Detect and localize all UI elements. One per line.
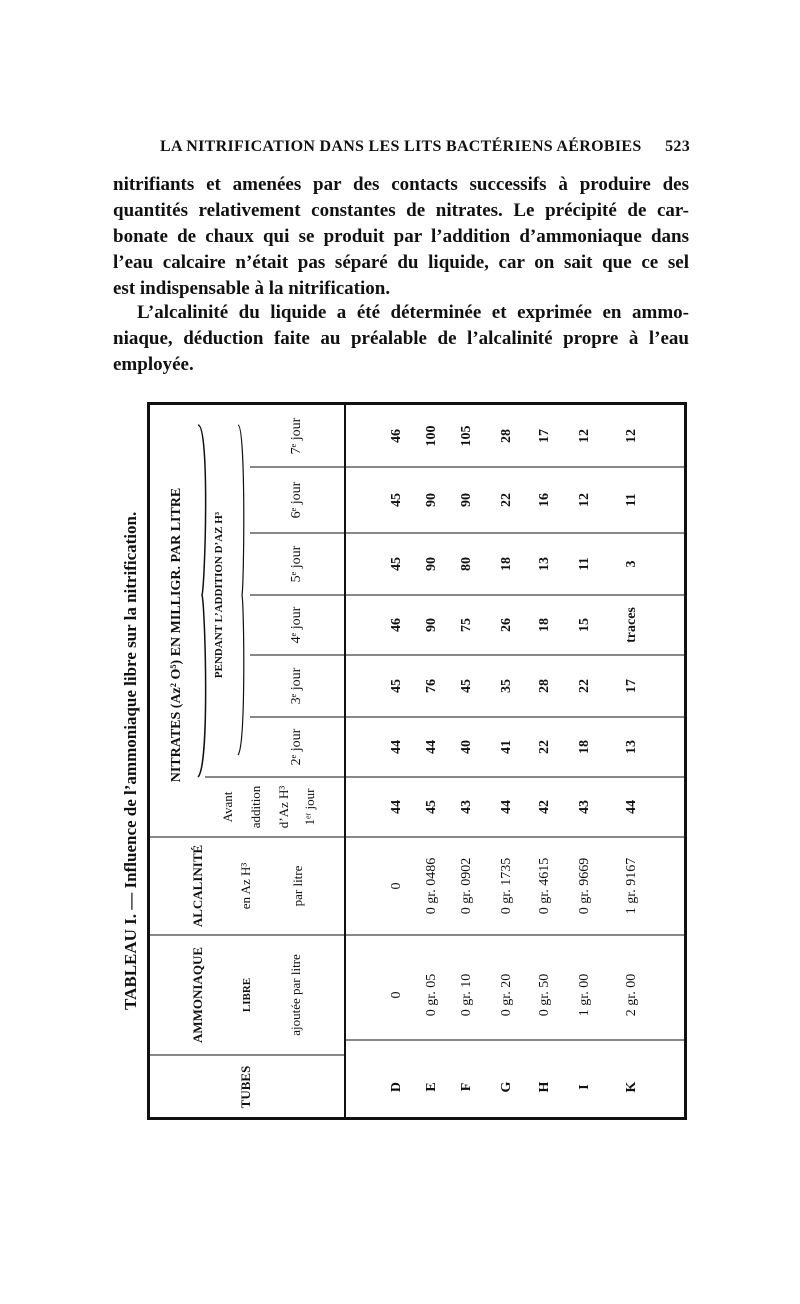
- header-ajoutee: ajoutée par litre: [288, 954, 303, 1036]
- table-cell-ammoniaque: 0 gr. 10: [459, 973, 474, 1017]
- table-cell-nitrate: 75: [459, 618, 474, 632]
- table-cell-nitrate: 11: [624, 493, 639, 507]
- nitrification-table: [150, 405, 684, 1117]
- table-cell-nitrate: 44: [389, 740, 404, 754]
- table-cell-tube: G: [499, 1081, 514, 1093]
- text-line: employée.: [113, 354, 194, 375]
- text-line: est indispensable à la nitrification.: [113, 278, 391, 299]
- table-cell-ammoniaque: 0: [389, 991, 404, 999]
- table-cell-ammoniaque: 0 gr. 20: [499, 973, 514, 1017]
- table-cell-nitrate: 18: [537, 618, 552, 632]
- text-line: quantités relativement constantes de nitrates. Le précipité de car-: [113, 200, 689, 221]
- header-title: LA NITRIFICATION DANS LES LITS BACTÉRIENS AÉROBIES: [160, 138, 642, 155]
- table-cell-nitrate: traces: [624, 607, 639, 643]
- table-cell-nitrate: 22: [499, 493, 514, 507]
- table-cell-nitrate: 13: [624, 740, 639, 754]
- header-avant: Avant: [220, 791, 235, 823]
- table-cell-nitrate: 28: [499, 429, 514, 443]
- header-avant: d’Az H³: [276, 785, 291, 829]
- table-cell-nitrate: 18: [577, 740, 592, 754]
- header-libre: LIBRE: [241, 977, 253, 1013]
- header-ammoniaque: AMMONIAQUE: [190, 946, 205, 1044]
- table-cell-nitrate: 90: [424, 493, 439, 507]
- table-cell-nitrate: 45: [459, 679, 474, 693]
- table-cell-nitrate: 28: [537, 679, 552, 693]
- page-number: 523: [665, 138, 690, 155]
- table-cell-alcalinite: 1 gr. 9167: [624, 857, 639, 915]
- table-cell-alcalinite: 0: [389, 882, 404, 890]
- table-cell-nitrate: 40: [459, 740, 474, 754]
- table-cell-nitrate: 44: [424, 740, 439, 754]
- table-cell-nitrate: 12: [577, 493, 592, 507]
- table-cell-nitrate: 90: [424, 557, 439, 571]
- table-caption-svg: [108, 510, 148, 1130]
- table-cell-nitrate: 46: [389, 429, 404, 443]
- table-cell-tube: E: [424, 1082, 439, 1092]
- table-cell-nitrate: 90: [424, 618, 439, 632]
- table-cell-nitrate: 44: [499, 800, 514, 814]
- running-header: [160, 138, 690, 156]
- header-day: 3ᵉ jour: [289, 667, 304, 705]
- table-cell-ammoniaque: 2 gr. 00: [624, 973, 639, 1017]
- table-cell-nitrate: 13: [537, 557, 552, 571]
- table-cell-nitrate: 12: [624, 429, 639, 443]
- table-cell-nitrate: 43: [459, 800, 474, 814]
- table-cell-nitrate: 44: [624, 800, 639, 814]
- paragraph-1: [113, 172, 689, 302]
- table-cell-nitrate: 3: [624, 560, 639, 568]
- table-cell-alcalinite: 0 gr. 0902: [459, 857, 474, 915]
- table-cell-nitrate: 45: [389, 679, 404, 693]
- table-cell-tube: D: [389, 1081, 404, 1093]
- table-cell-ammoniaque: 0 gr. 05: [424, 973, 439, 1017]
- header-day: 7ᵉ jour: [289, 417, 304, 455]
- table-cell-nitrate: 17: [537, 429, 552, 443]
- table-cell-nitrate: 100: [424, 425, 439, 447]
- table-cell-nitrate: 15: [577, 618, 592, 632]
- table-cell-alcalinite: 0 gr. 1735: [499, 857, 514, 915]
- text-line: L’alcalinité du liquide a été déterminée et exprimée en ammo-: [137, 302, 689, 323]
- table-cell-nitrate: 80: [459, 557, 474, 571]
- table-cell-nitrate: 43: [577, 800, 592, 814]
- header-day: 5ᵉ jour: [289, 545, 304, 583]
- table-cell-alcalinite: 0 gr. 4615: [537, 857, 552, 915]
- table-cell-nitrate: 17: [624, 679, 639, 693]
- text-line: nitrifiants et amenées par des contacts successifs à produire des: [113, 174, 689, 195]
- table-cell-nitrate: 45: [389, 557, 404, 571]
- text-line: l’eau calcaire n’était pas séparé du liquide, car on sait que ce sel: [113, 252, 689, 273]
- header-day: 2ᵉ jour: [289, 728, 304, 766]
- header-par-litre: par litre: [290, 865, 305, 907]
- table-cell-alcalinite: 0 gr. 0486: [424, 857, 439, 915]
- table-cell-nitrate: 44: [389, 800, 404, 814]
- table-cell-nitrate: 41: [499, 740, 514, 754]
- table-cell-nitrate: 26: [499, 618, 514, 632]
- table-cell-tube: I: [577, 1084, 592, 1090]
- header-nitrates: NITRATES (Az² O⁵) EN MILLIGR. PAR LITRE: [169, 487, 184, 783]
- header-tubes: TUBES: [238, 1065, 253, 1109]
- header-alcalinite: ALCALINITÉ: [190, 844, 205, 928]
- text-line: niaque, déduction faite au préalable de l’alcalinité propre à l’eau: [113, 328, 689, 349]
- table-cell-nitrate: 35: [499, 679, 514, 693]
- table-cell-tube: H: [537, 1081, 552, 1093]
- header-avant: addition: [248, 785, 263, 829]
- header-en-az: en Az H³: [238, 862, 253, 910]
- table-cell-tube: K: [624, 1081, 639, 1093]
- table-cell-nitrate: 16: [537, 493, 552, 507]
- table-cell-nitrate: 22: [537, 740, 552, 754]
- table-cell-nitrate: 22: [577, 679, 592, 693]
- table-cell-ammoniaque: 1 gr. 00: [577, 973, 592, 1017]
- header-day: 4ᵉ jour: [289, 606, 304, 644]
- header-day: 6ᵉ jour: [289, 481, 304, 519]
- table-frame: [147, 402, 687, 1120]
- table-cell-nitrate: 76: [424, 679, 439, 693]
- table-caption: TABLEAU I. — Influence de l’ammoniaque libre sur la nitrification.: [121, 511, 140, 1010]
- header-pendant: PENDANT L’ADDITION D’AZ H³: [213, 511, 225, 679]
- table-cell-nitrate: 46: [389, 618, 404, 632]
- table-cell-alcalinite: 0 gr. 9669: [577, 857, 592, 915]
- table-cell-nitrate: 12: [577, 429, 592, 443]
- brace-icon: [198, 425, 206, 777]
- brace-icon: [238, 425, 244, 755]
- table-cell-nitrate: 11: [577, 557, 592, 571]
- table-cell-nitrate: 45: [424, 800, 439, 814]
- table-cell-nitrate: 42: [537, 800, 552, 814]
- table-cell-nitrate: 105: [459, 425, 474, 447]
- paragraph-2: [113, 300, 689, 378]
- header-avant: 1ᵉʳ jour: [302, 788, 317, 826]
- table-cell-tube: F: [459, 1082, 474, 1092]
- table-cell-nitrate: 90: [459, 493, 474, 507]
- table-cell-nitrate: 45: [389, 493, 404, 507]
- table-cell-ammoniaque: 0 gr. 50: [537, 973, 552, 1017]
- text-line: bonate de chaux qui se produit par l’addition d’ammoniaque dans: [113, 226, 689, 247]
- table-cell-nitrate: 18: [499, 557, 514, 571]
